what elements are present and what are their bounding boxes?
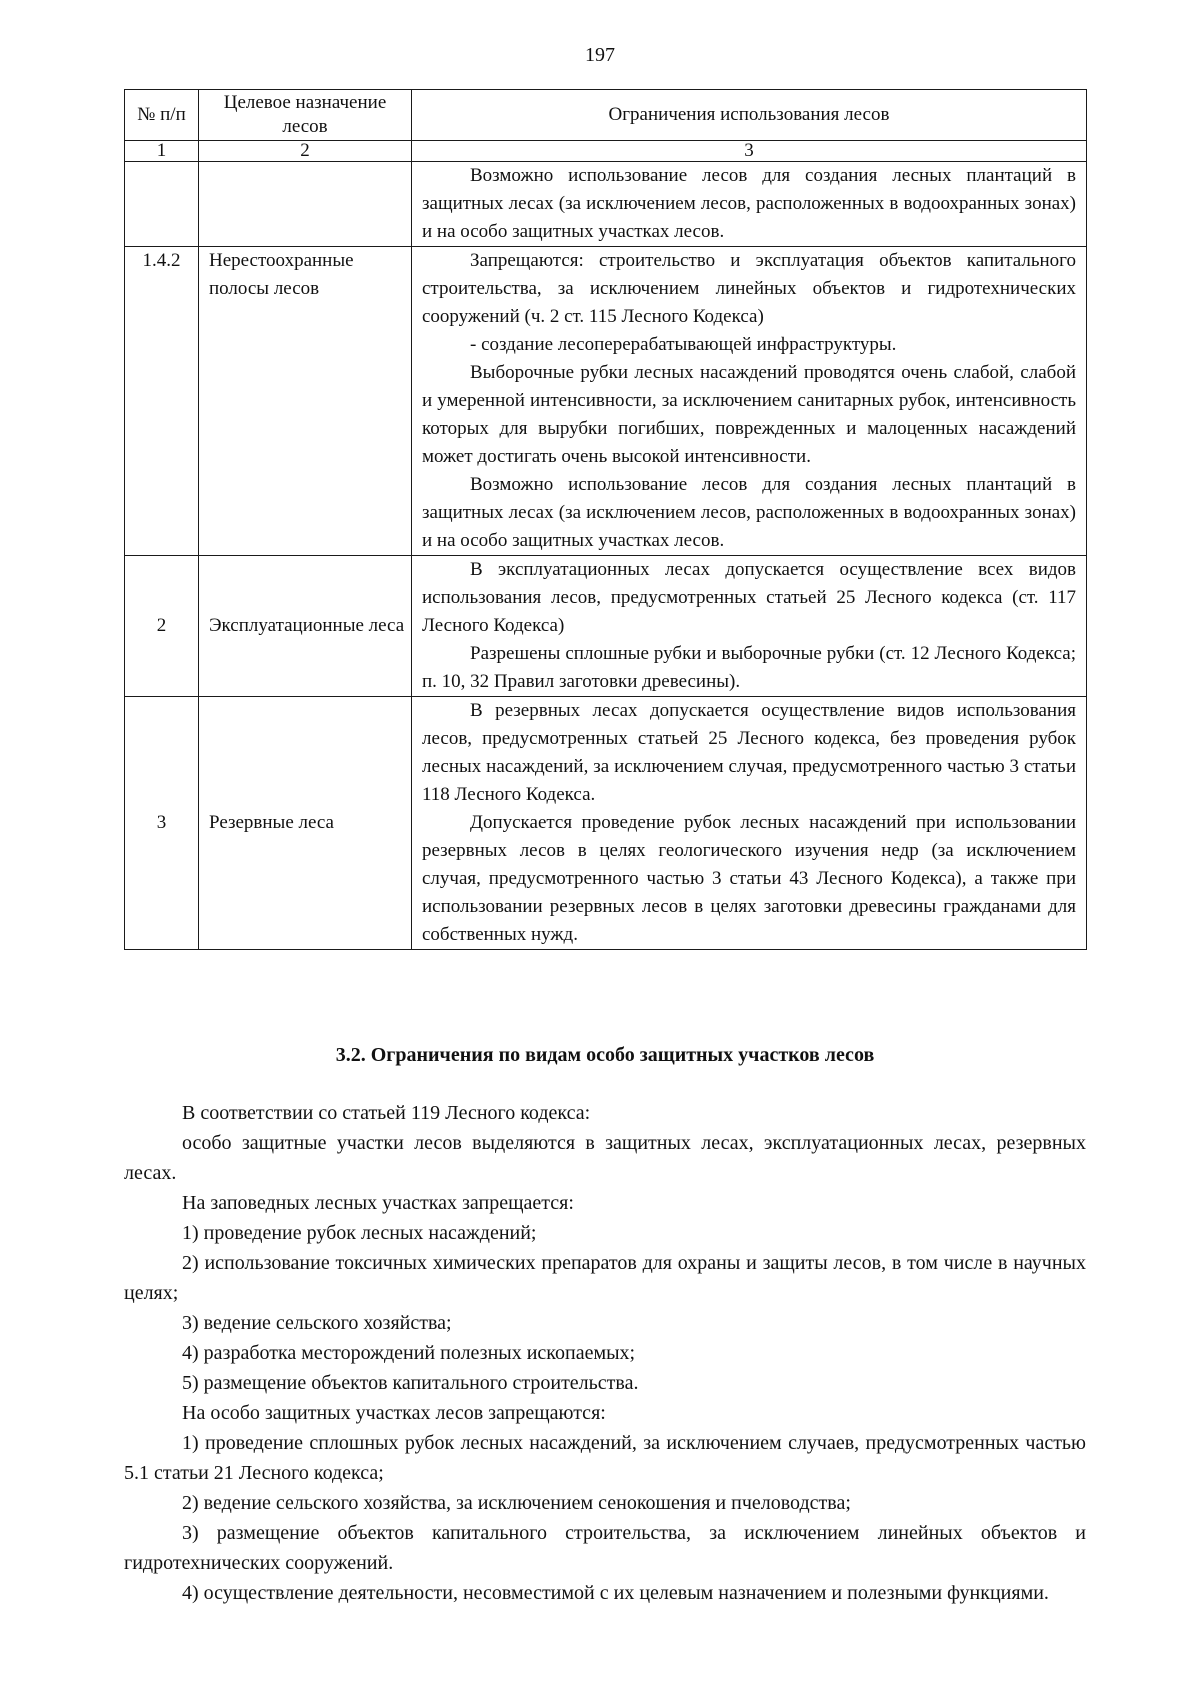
index-cell: 3	[412, 141, 1087, 162]
restriction-paragraph: Разрешены сплошные рубки и выборочные рубки (ст. 12 Лесного Кодекса; п. 10, 32 Правил заготовки древесины).	[422, 643, 1076, 692]
section-paragraph: В соответствии со статьей 119 Лесного кодекса:	[182, 1102, 591, 1124]
section-3-2	[124, 1040, 1086, 1608]
row-num: 3	[125, 697, 199, 950]
header-purpose: Целевое назначение лесов	[199, 90, 412, 141]
section-paragraph: 3) размещение объектов капитального строительства, за исключением линейных объектов и гидротехнических сооружений.	[124, 1522, 1086, 1574]
table-row	[125, 556, 1087, 697]
row-restrictions	[412, 697, 1087, 950]
section-paragraph: 2) ведение сельского хозяйства, за исключением сенокошения и пчеловодства;	[182, 1492, 851, 1514]
table-index-row	[125, 141, 1087, 162]
table-row	[125, 247, 1087, 556]
restriction-paragraph: В резервных лесах допускается осуществление видов использования лесов, предусмотренных статьей 25 Лесного кодекса, без проведения рубок лесных насаждений, за исключением случая, предусмотренного частью 3 статьи 118 Лесного Кодекса.	[422, 700, 1076, 805]
row-purpose	[199, 162, 412, 247]
row-purpose: Эксплуатационные леса	[199, 556, 412, 697]
section-paragraph: 4) разработка месторождений полезных ископаемых;	[182, 1342, 636, 1364]
restriction-paragraph: В эксплуатационных лесах допускается осуществление всех видов использования лесов, предусмотренных статьей 25 Лесного кодекса (ст. 117 Лесного Кодекса)	[422, 559, 1076, 636]
section-paragraph: 1) проведение сплошных рубок лесных насаждений, за исключением случаев, предусмотренных частью 5.1 статьи 21 Лесного кодекса;	[124, 1432, 1086, 1484]
section-paragraph: На особо защитных участках лесов запрещаются:	[182, 1402, 606, 1424]
section-paragraph: 2) использование токсичных химических препаратов для охраны и защиты лесов, в том числе в научных целях;	[124, 1252, 1086, 1304]
page-number: 197	[585, 44, 615, 66]
table-header-row	[125, 90, 1087, 141]
section-paragraph: особо защитные участки лесов выделяются в защитных лесах, эксплуатационных лесах, резервных лесах.	[124, 1132, 1086, 1184]
header-num: № п/п	[125, 90, 199, 141]
restriction-paragraph: Возможно использование лесов для создания лесных плантаций в защитных лесах (за исключением лесов, расположенных в водоохранных зонах) и на особо защитных участках лесов.	[422, 165, 1076, 242]
row-purpose: Резервные леса	[199, 697, 412, 950]
row-num	[125, 162, 199, 247]
row-restrictions	[412, 247, 1087, 556]
row-purpose: Нерестоохранные полосы лесов	[199, 247, 412, 556]
section-paragraph: 5) размещение объектов капитального строительства.	[182, 1372, 639, 1394]
section-paragraph: На заповедных лесных участках запрещается:	[182, 1192, 574, 1214]
restriction-paragraph: - создание лесоперерабатывающей инфраструктуры.	[470, 334, 897, 355]
row-num: 1.4.2	[125, 247, 199, 556]
restriction-paragraph: Допускается проведение рубок лесных насаждений при использовании резервных лесов в целях геологического изучения недр (за исключением случая, предусмотренного частью 3 статьи 43 Лесного Кодекса), а также при использовании резервных лесов в целях заготовки древесины гражданами для собственных нужд.	[422, 812, 1076, 945]
section-paragraph: 4) осуществление деятельности, несовместимой с их целевым назначением и полезными функциями.	[182, 1582, 1049, 1604]
table-row	[125, 162, 1087, 247]
index-cell: 1	[125, 141, 199, 162]
section-paragraph: 1) проведение рубок лесных насаждений;	[182, 1222, 537, 1244]
row-num: 2	[125, 556, 199, 697]
restriction-paragraph: Выборочные рубки лесных насаждений проводятся очень слабой, слабой и умеренной интенсивности, за исключением санитарных рубок, интенсивность которых для вырубки погибших, поврежденных и малоценных насаждений может достигать очень высокой интенсивности.	[422, 362, 1076, 467]
table-row	[125, 697, 1087, 950]
row-restrictions	[412, 556, 1087, 697]
restrictions-table	[124, 89, 1087, 950]
row-restrictions	[412, 162, 1087, 247]
section-paragraph: 3) ведение сельского хозяйства;	[182, 1312, 452, 1334]
restriction-paragraph: Запрещаются: строительство и эксплуатация объектов капитального строительства, за исключением линейных объектов и гидротехнических сооружений (ч. 2 ст. 115 Лесного Кодекса)	[422, 250, 1076, 327]
index-cell: 2	[199, 141, 412, 162]
header-restrictions: Ограничения использования лесов	[412, 90, 1087, 141]
section-title: 3.2. Ограничения по видам особо защитных участков лесов	[335, 1044, 875, 1066]
restriction-paragraph: Возможно использование лесов для создания лесных плантаций в защитных лесах (за исключением лесов, расположенных в водоохранных зонах) и на особо защитных участках лесов.	[422, 474, 1076, 551]
